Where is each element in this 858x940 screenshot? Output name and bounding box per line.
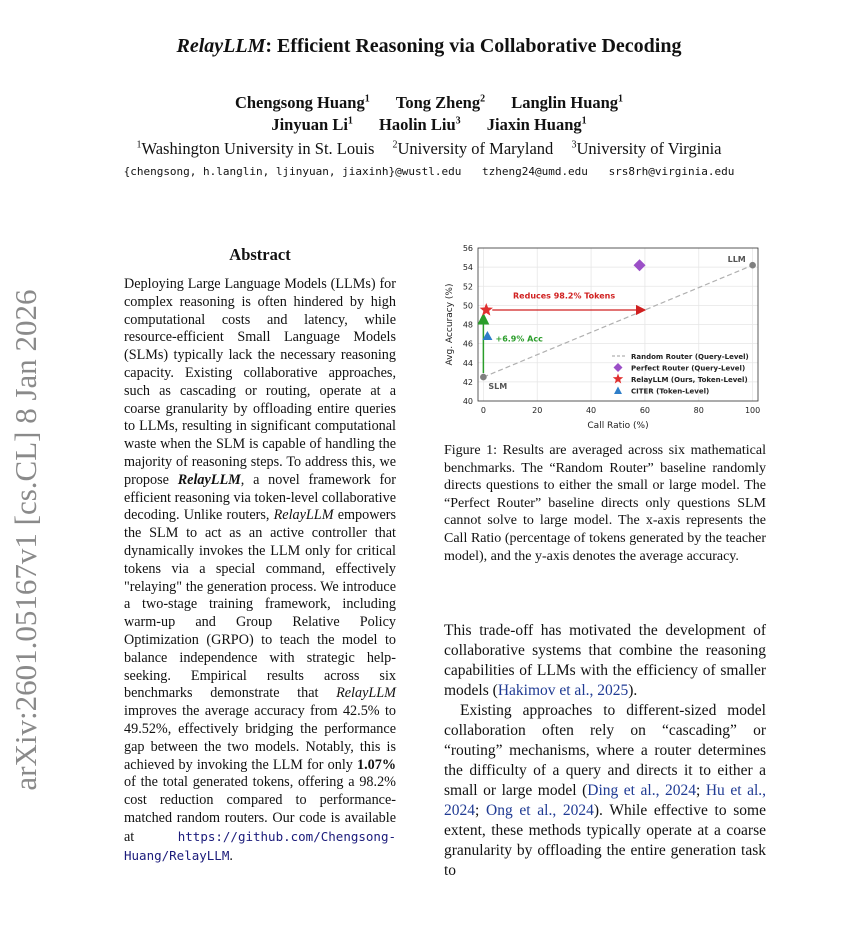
perfect-router-point [634,259,646,271]
relayllm-bold: RelayLLM [177,471,241,488]
affiliations [0,139,858,159]
slm-label: SLM [488,382,508,392]
affiliation: $^2$University of Maryland [392,139,554,158]
legend-label: RelayLLM (Ours, Token-Level) [631,375,748,384]
paper-title [0,35,858,58]
x-tick-label: 100 [744,406,761,415]
author: Jiaxin Huang$^1$ [486,115,587,134]
x-tick-label: 20 [532,406,543,415]
x-tick-label: 60 [639,406,651,415]
y-tick-label: 48 [462,320,473,330]
x-tick-label: 80 [693,406,704,415]
abstract-body: Deploying Large Language Models (LLMs) for complex reasoning is often hindered by high computational costs and latency, while resource-efficient Small Language Models (SLMs) typically lack the necessary reasoning capacity. Existing collaborative approaches, such as cascading or routing, operate at a coarse granularity by offloading entire queries to LLMs, resulting in significant computational waste when the SLM is capable of handling the majority of reasoning steps. To address this, we propose RelayLLM, a novel framework for efficient reasoning via token-level collaborative decoding. Unlike routers, RelayLLM empowers the SLM to act as an active controller that dynamically invokes the LLM only for critical tokens via a special command, effectively "relaying" the generation process. We introduce a two-stage training framework, including warm-up and Group Relative Policy Optimization (GRPO) to teach the model to balance independence with strategic help-seeking. Empirical results across six benchmarks demonstrate that RelayLLM improves the average accuracy from 42.5% to 49.52%, effectively bridging the performance gap between the two models. Notably, this is achieved by invoking the LLM for only 1.07% of the total generated tokens, offering a 98.2% cost reduction compared to performance-matched random routers. Our code is available at https://github.com/Chengsong-Huang/RelayLLM. [124,276,397,864]
author: Chengsong Huang$^1$ [234,93,370,112]
y-tick-label: 40 [462,397,473,406]
author: Tong Zheng$^2$ [395,93,486,112]
tokens-reduction-label: Reduces 98.2% Tokens [513,291,616,301]
accuracy-gain-label: +6.9% Acc [495,334,543,344]
authors-row-1 [0,93,858,113]
emails [0,165,858,178]
affiliation: $^1$Washington University in St. Louis [136,139,375,158]
y-tick-label: 54 [462,263,473,273]
y-tick-label: 46 [462,339,473,349]
affiliation: $^3$University of Virginia [571,139,722,158]
y-tick-label: 42 [462,377,473,387]
legend-marker [614,363,623,372]
y-tick-label: 50 [462,301,473,311]
llm-point [749,262,756,269]
figure-1-chart [440,240,770,435]
y-tick-label: 52 [462,282,473,292]
citation-link[interactable]: Hakimov et al., 2025 [497,682,629,699]
author: Haolin Liu$^3$ [379,115,461,134]
author: Langlin Huang$^1$ [511,93,624,112]
title-italic: RelayLLM [176,35,266,57]
y-axis-label: Avg. Accuracy (%) [445,283,455,366]
citation-link[interactable]: Ong et al., 2024 [486,802,594,819]
body-paragraph-2: Existing approaches to different-sized model collaboration often rely on “cascading” or “routing” mechanisms, where a router determines the difficulty of a query and directs it to either a small or large model (Ding et al., 2024; Hu et al., 2024; Ong et al., 2024). While effective to some extent, these methods typically operate at a coarse granularity by offloading the entire generation task to [444,702,767,879]
relayllm-point [480,303,493,316]
x-tick-label: 40 [585,406,597,415]
author: Jinyuan Li$^1$ [271,115,353,134]
citation-link[interactable]: Hu et al., 2024 [444,782,767,819]
figure-caption: Figure 1: Results are averaged across six mathematical benchmarks. The “Random Router” baseline randomly directs questions to either the small or large model. The “Perfect Router” baseline directs only questions SLM cannot solve to large model. The x-axis represents the Call Ratio (percentage of tokens generated by the teacher model), and the y-axis denotes the average accuracy. [444,443,766,564]
y-tick-label: 56 [462,244,473,253]
llm-label: LLM [727,255,746,265]
x-axis-label: Call Ratio (%) [587,421,649,431]
legend-label: Random Router (Query-Level) [631,352,749,361]
x-tick-label: 0 [480,406,486,415]
legend-label: CITER (Token-Level) [631,387,710,396]
slm-point [480,374,487,381]
legend-label: Perfect Router (Query-Level) [631,364,746,373]
title-rest: : Efficient Reasoning via Collaborative Decoding [265,35,682,57]
body-paragraph-1: This trade-off has motivated the development of collaborative systems that combine the reasoning capabilities of LLMs with the efficiency of smaller models (Hakimov et al., 2025). [444,622,766,699]
email[interactable]: srs8rh@virginia.edu [608,165,735,178]
y-tick-label: 44 [462,358,473,368]
authors-row-2 [0,115,858,135]
arxiv-stamp: arXiv:2601.05167v1 [cs.CL] 8 Jan 2026 [8,289,43,791]
abstract-heading: Abstract [229,245,291,264]
email[interactable]: tzheng24@umd.edu [481,165,588,178]
email[interactable]: {chengsong, h.langlin, ljinyuan, jiaxinh}@wustl.edu [123,165,462,178]
legend-marker [614,387,622,395]
citation-link[interactable]: Ding et al., 2024 [587,782,696,799]
code-link[interactable]: https://github.com/Chengsong-Huang/RelayLLM [124,828,396,863]
